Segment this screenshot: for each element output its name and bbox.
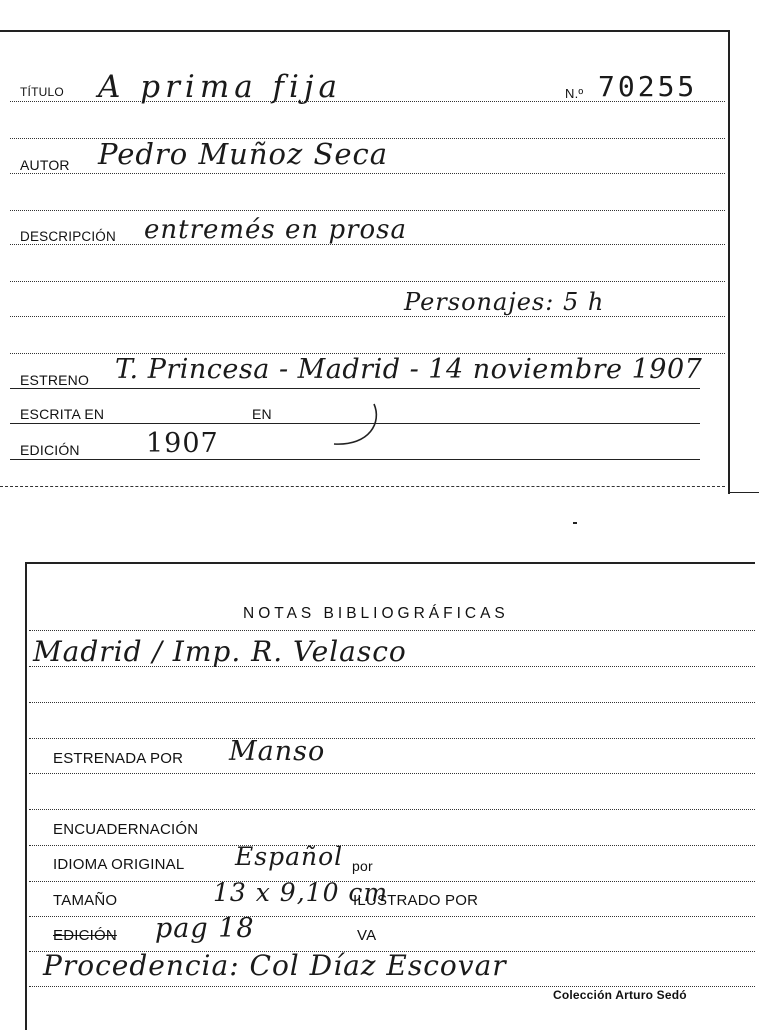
line	[10, 210, 725, 211]
personajes-value: Personajes: 5 h	[404, 288, 605, 316]
stamp-mark	[312, 400, 382, 450]
titulo-value: A prima fija	[98, 69, 343, 105]
titulo-label: TÍTULO	[20, 85, 64, 99]
line	[29, 809, 755, 810]
descripcion-value: entremés en prosa	[144, 215, 408, 245]
edicion-label: EDICIÓN	[20, 442, 80, 458]
idioma-value: Español	[235, 842, 344, 871]
procedencia-value: Procedencia: Col Díaz Escovar	[43, 949, 507, 982]
line	[29, 738, 755, 739]
edicion-label-struck: EDICIÓN	[53, 927, 117, 944]
scan-mark	[573, 522, 577, 524]
line-estreno	[10, 388, 700, 389]
numero-value: 70255	[598, 70, 698, 103]
line-estrenada	[29, 773, 755, 774]
line-idioma	[29, 881, 755, 882]
va-label: VA	[357, 927, 377, 944]
descripcion-label: DESCRIPCIÓN	[20, 229, 116, 244]
pag-value: pag 18	[155, 913, 255, 944]
line-tamano	[29, 916, 755, 917]
line-autor	[10, 173, 725, 174]
catalog-card-back	[25, 562, 755, 1030]
line	[10, 281, 725, 282]
numero-label: N.º	[565, 86, 584, 101]
line-procedencia	[29, 986, 755, 987]
notas-header: NOTAS BIBLIOGRÁFICAS	[243, 605, 509, 622]
autor-value: Pedro Muñoz Seca	[98, 137, 389, 171]
escrita-en-label: ESCRITA EN	[20, 406, 105, 422]
por-label: por	[352, 858, 373, 874]
tamano-label: TAMAÑO	[53, 892, 118, 909]
estrenada-label: ESTRENADA POR	[53, 750, 184, 767]
idioma-label: IDIOMA ORIGINAL	[53, 856, 185, 873]
estreno-label: ESTRENO	[20, 372, 90, 388]
tamano-value: 13 x 9,10 cm	[213, 878, 389, 907]
line	[0, 486, 725, 487]
catalog-card-front	[0, 30, 730, 494]
ilustrado-label: ILUSTRADO POR	[353, 892, 479, 909]
edicion-value: 1907	[146, 428, 219, 459]
autor-label: AUTOR	[20, 157, 70, 173]
line	[29, 702, 755, 703]
estrenada-value: Manso	[229, 736, 326, 767]
line	[29, 630, 755, 631]
en-label: EN	[252, 406, 272, 422]
estreno-value: T. Princesa - Madrid - 14 noviembre 1907	[115, 354, 703, 385]
encuadernacion-label: ENCUADERNACIÓN	[53, 821, 199, 838]
line-encuadernacion	[29, 845, 755, 846]
line-edicion	[10, 459, 700, 460]
line-personajes	[10, 316, 725, 317]
notas-value: Madrid / Imp. R. Velasco	[33, 635, 407, 668]
coleccion-stamp: Colección Arturo Sedó	[553, 988, 687, 1002]
